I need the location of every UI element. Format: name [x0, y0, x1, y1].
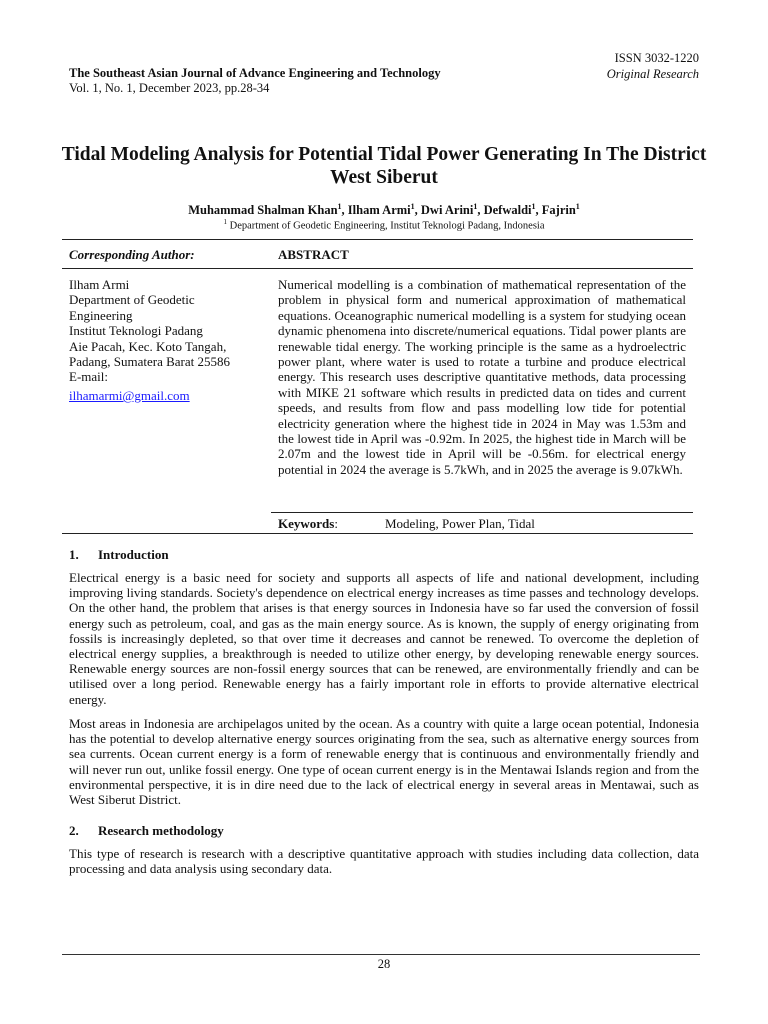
article-type: Original Research	[606, 67, 699, 81]
section-title: Introduction	[98, 547, 169, 562]
paper-title: Tidal Modeling Analysis for Potential Tidal Power Generating In The District West Siberut	[61, 144, 707, 188]
author-list	[60, 202, 708, 218]
keywords-label: Keywords	[278, 516, 335, 531]
abstract-text: Numerical modelling is a combination of mathematical representation of the problem in physical form and numerical approximation of mathematical equations. Oceanographic numerical modelling is a system for studying ocean dynamic phenomena into discrete/numerical equations. Tidal power plants are renewable tidal energy. The working principle is the same as a hydroelectric power plant, where water is used to rotate a turbine and produce electrical energy. This research uses descriptive quantitative methods, data processing with MIKE 21 software which results in predicted data on tides and current speeds, and results from flow and pass modelling low tide for potential electricity generation where the highest tide in 2024 in May was 1.53m and the lowest tide in April was -0.92m. In 2025, the highest tide in March will be 2.07m and the lowest tide in April will be -0.56m. for electrical energy potential in 2024 the average is 5.7kWh, and in 2025 the average is 9.07kWh.	[278, 277, 686, 477]
paragraph: This type of research is research with a descriptive quantitative approach with studies including data collection, data processing and data analysis using secondary data.	[69, 846, 699, 877]
section-number: 1.	[69, 547, 79, 562]
corresponding-line: Institut Teknologi Padang	[69, 323, 203, 339]
section-heading-methodology	[69, 823, 224, 839]
corresponding-line: Aie Pacah, Kec. Koto Tangah,	[69, 338, 227, 354]
page-number: 28	[377, 957, 391, 971]
author: Muhammad Shalman Khan$^1$,	[188, 202, 348, 218]
paragraph: Electrical energy is a basic need for society and supports all aspects of life and national development, including improving living standards. Society's dependence on electrical energy increases as time passes and technology develops. On the other hand, the problem that arises is that energy sources in Indonesia have so far used the conversion of fossil energy such as petroleum, coal, and gas as the main energy source. As is known, the supply of energy originating from fossils is increasingly depleted, so that over time it decreases and cannot be renewed. To overcome the depletion of electrical energy supplies, a breakthrough is needed to utilize other energy, by developing renewable energy sources. Renewable energy sources are non-fossil energy sources that can be renewed, are environmentally friendly and can be utilised over a long period. Renewable energy has a fairly important role in efforts to provide alternative electrical energy.	[69, 570, 699, 707]
abstract-heading: ABSTRACT	[278, 247, 349, 262]
author: Dwi Arini$^1$,	[420, 202, 484, 218]
keywords-row	[278, 516, 535, 532]
keywords-value: Modeling, Power Plan, Tidal	[385, 516, 535, 531]
email-link[interactable]: ilhamarmi@gmail.com	[69, 387, 190, 403]
keywords-top-rule	[271, 512, 693, 513]
affiliation	[60, 218, 708, 232]
top-rule	[62, 239, 693, 240]
corresponding-line: Ilham Armi	[69, 277, 130, 292]
corresponding-info	[69, 277, 269, 403]
keywords-colon: :	[334, 516, 338, 531]
corresponding-line: Padang, Sumatera Barat 25586	[69, 354, 231, 370]
keywords-bottom-rule	[62, 533, 693, 534]
paragraph: Most areas in Indonesia are archipelagos united by the ocean. As a country with quite a large ocean potential, Indonesia has the potential to develop alternative energy sources originating from the sea, such as alternative energy sources from sea currents. Ocean current energy is a form of renewable energy that is continuous and environmentally friendly and will never run out, unlike fossil energy. One type of ocean current energy is in the Mentawai Islands region and from the environmental perspective, it is in dire need due to the lack of electrical energy in several areas in Mentawai, such as West Siberut District.	[69, 716, 699, 808]
footer-rule	[62, 954, 700, 955]
corresponding-line: Engineering	[69, 307, 133, 323]
author: Fajrin$^1$	[541, 202, 580, 218]
header-rule	[62, 268, 693, 269]
author: Ilham Armi$^1$,	[347, 202, 421, 218]
section-heading-introduction	[69, 547, 169, 563]
volume-info: Vol. 1, No. 1, December 2023, pp.28-34	[69, 81, 270, 95]
section-number: 2.	[69, 823, 79, 838]
author: Defwaldi$^1$,	[483, 202, 542, 218]
section-title: Research methodology	[98, 823, 224, 838]
corresponding-line: E-mail:	[69, 369, 108, 385]
issn: ISSN 3032-1220	[614, 51, 699, 65]
journal-name: The Southeast Asian Journal of Advance Engineering and Technology	[69, 66, 441, 80]
affiliation-mark: 1	[223, 218, 227, 226]
corresponding-heading: Corresponding Author:	[69, 247, 195, 262]
corresponding-line: Department of Geodetic	[69, 292, 195, 308]
affiliation-text: Department of Geodetic Engineering, Institut Teknologi Padang, Indonesia	[229, 220, 545, 232]
